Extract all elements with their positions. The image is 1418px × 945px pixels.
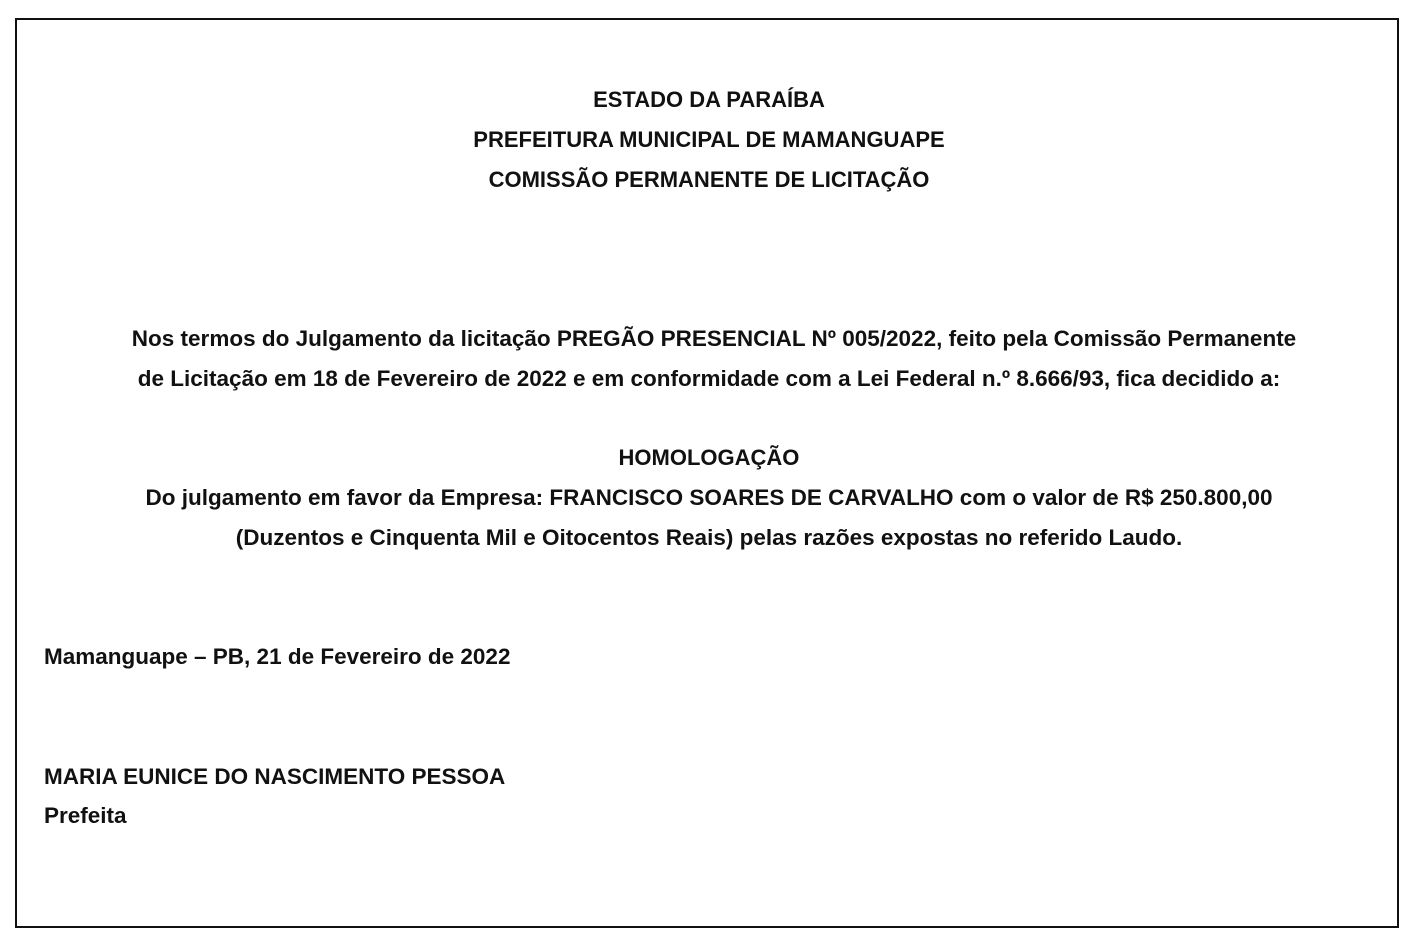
place-date: Mamanguape – PB, 21 de Fevereiro de 2022 — [44, 644, 511, 669]
header-prefecture: PREFEITURA MUNICIPAL DE MAMANGUAPE — [473, 127, 945, 152]
signatory-name: MARIA EUNICE DO NASCIMENTO PESSOA — [44, 764, 506, 789]
intro-line-2: de Licitação em 18 de Fevereiro de 2022 e em conformidade com a Lei Federal n.º 8.666/93, fica decidido a: — [137, 366, 1281, 391]
header-state: ESTADO DA PARAÍBA — [593, 87, 825, 112]
signatory-role: Prefeita — [44, 803, 127, 828]
decision-title: HOMOLOGAÇÃO — [618, 445, 800, 470]
header-commission: COMISSÃO PERMANENTE DE LICITAÇÃO — [488, 167, 930, 192]
decision-line-2: (Duzentos e Cinquenta Mil e Oitocentos Reais) pelas razões expostas no referido Laudo. — [235, 525, 1183, 550]
decision-line-1: Do julgamento em favor da Empresa: FRANCISCO SOARES DE CARVALHO com o valor de R$ 250.800,00 — [145, 485, 1273, 510]
intro-line-1: Nos termos do Julgamento da licitação PREGÃO PRESENCIAL Nº 005/2022, feito pela Comissão Permanente — [131, 326, 1297, 351]
